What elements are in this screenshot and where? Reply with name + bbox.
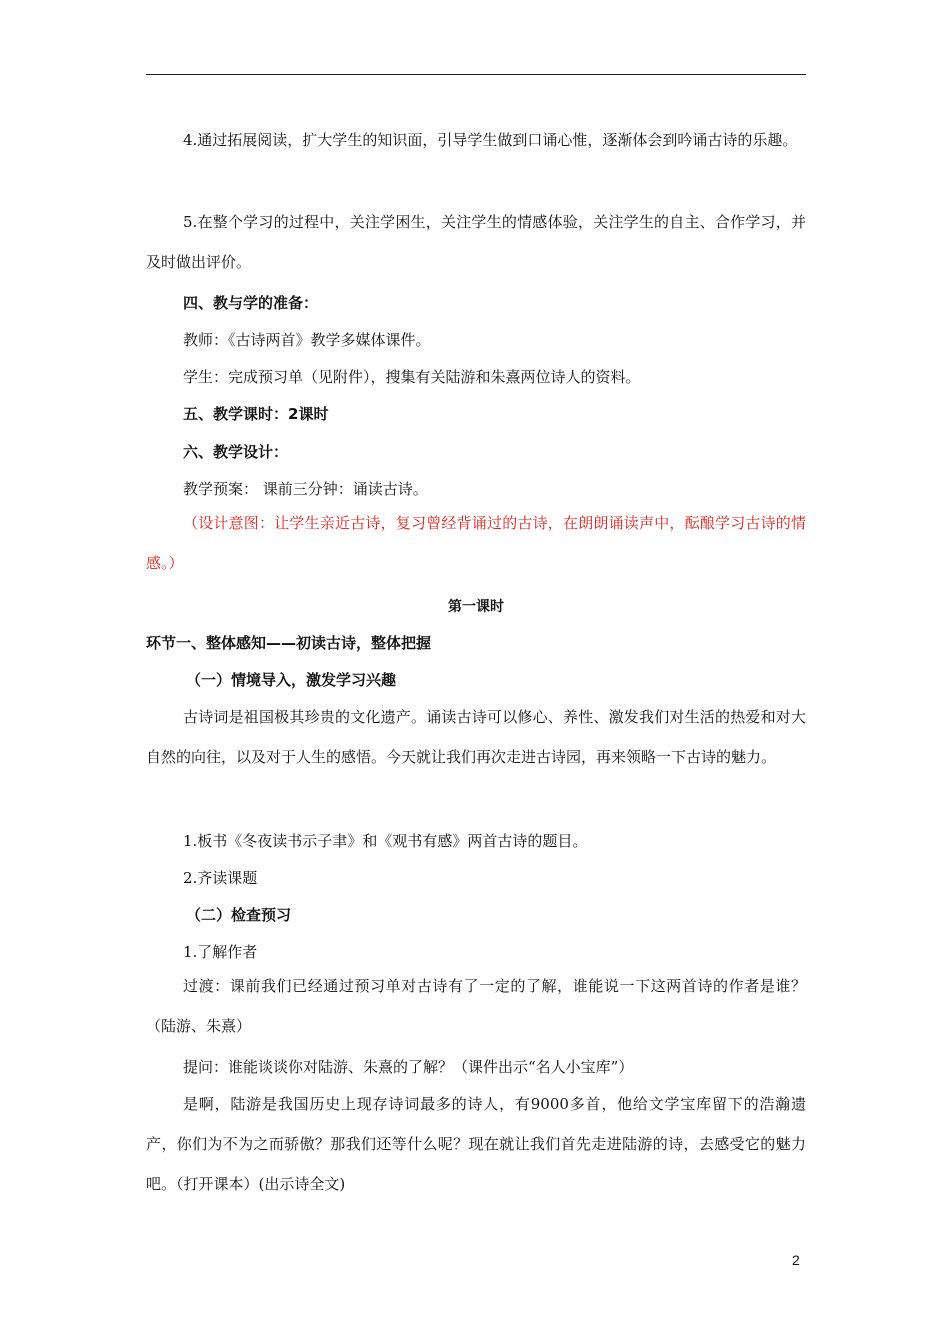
section-heading-1: 环节一、整体感知——初读古诗，整体把握 bbox=[146, 634, 432, 652]
student-preparation: 学生：完成预习单（见附件），搜集有关陆游和朱熹两位诗人的资料。 bbox=[183, 368, 641, 386]
objective-item-5: 5.在整个学习的过程中，关注学困生，关注学生的情感体验，关注学生的自主、合作学习，并及时做出评价。 bbox=[146, 213, 806, 271]
heading-preparation: 四、教与学的准备： bbox=[183, 294, 319, 312]
header-rule bbox=[146, 74, 806, 75]
subsection-heading-1: （一）情境导入，激发学习兴趣 bbox=[186, 671, 397, 689]
question-paragraph: 提问：谁能谈谈你对陆游、朱熹的了解？（课件出示“名人小宝库”） bbox=[183, 1058, 634, 1076]
lesson-title: 第一课时 bbox=[448, 599, 504, 615]
teaching-plan: 教学预案： 课前三分钟：诵读古诗。 bbox=[183, 480, 428, 498]
page-number: 2 bbox=[792, 1252, 800, 1268]
design-intent-note: （设计意图：让学生亲近古诗，复习曾经背诵过的古诗，在朗朗诵读声中，酝酿学习古诗的情感。） bbox=[146, 514, 806, 572]
answer-paragraph: 是啊，陆游是我国历史上现存诗词最多的诗人，有9000多首，他给文学宝库留下的浩瀚遗产，你们为不为之而骄傲？那我们还等什么呢？现在就让我们首先走进陆游的诗，去感受它的魅力吧。（打开课本）(出示诗全文) bbox=[146, 1095, 806, 1193]
subsection-heading-2: （二）检查预习 bbox=[186, 906, 292, 924]
objective-item-4: 4.通过拓展阅读，扩大学生的知识面，引导学生做到口诵心惟，逐渐体会到吟诵古诗的乐趣。 bbox=[183, 131, 798, 149]
heading-class-hours: 五、教学课时：2课时 bbox=[183, 405, 329, 423]
heading-teaching-design: 六、教学设计： bbox=[183, 443, 289, 461]
step-1: 1.板书《冬夜读书示子聿》和《观书有感》两首古诗的题目。 bbox=[183, 832, 588, 850]
transition-paragraph: 过渡：课前我们已经通过预习单对古诗有了一定的了解，谁能说一下这两首诗的作者是谁？（陆游、朱熹） bbox=[146, 977, 806, 1035]
know-author: 1.了解作者 bbox=[183, 943, 258, 961]
intro-paragraph: 古诗词是祖国极其珍贵的文化遗产。诵读古诗可以修心、养性、激发我们对生活的热爱和对大自然的向往，以及对于人生的感悟。今天就让我们再次走进古诗园，再来领略一下古诗的魅力。 bbox=[146, 708, 806, 766]
teacher-preparation: 教师：《古诗两首》教学多媒体课件。 bbox=[183, 331, 431, 349]
step-2: 2.齐读课题 bbox=[183, 869, 258, 887]
